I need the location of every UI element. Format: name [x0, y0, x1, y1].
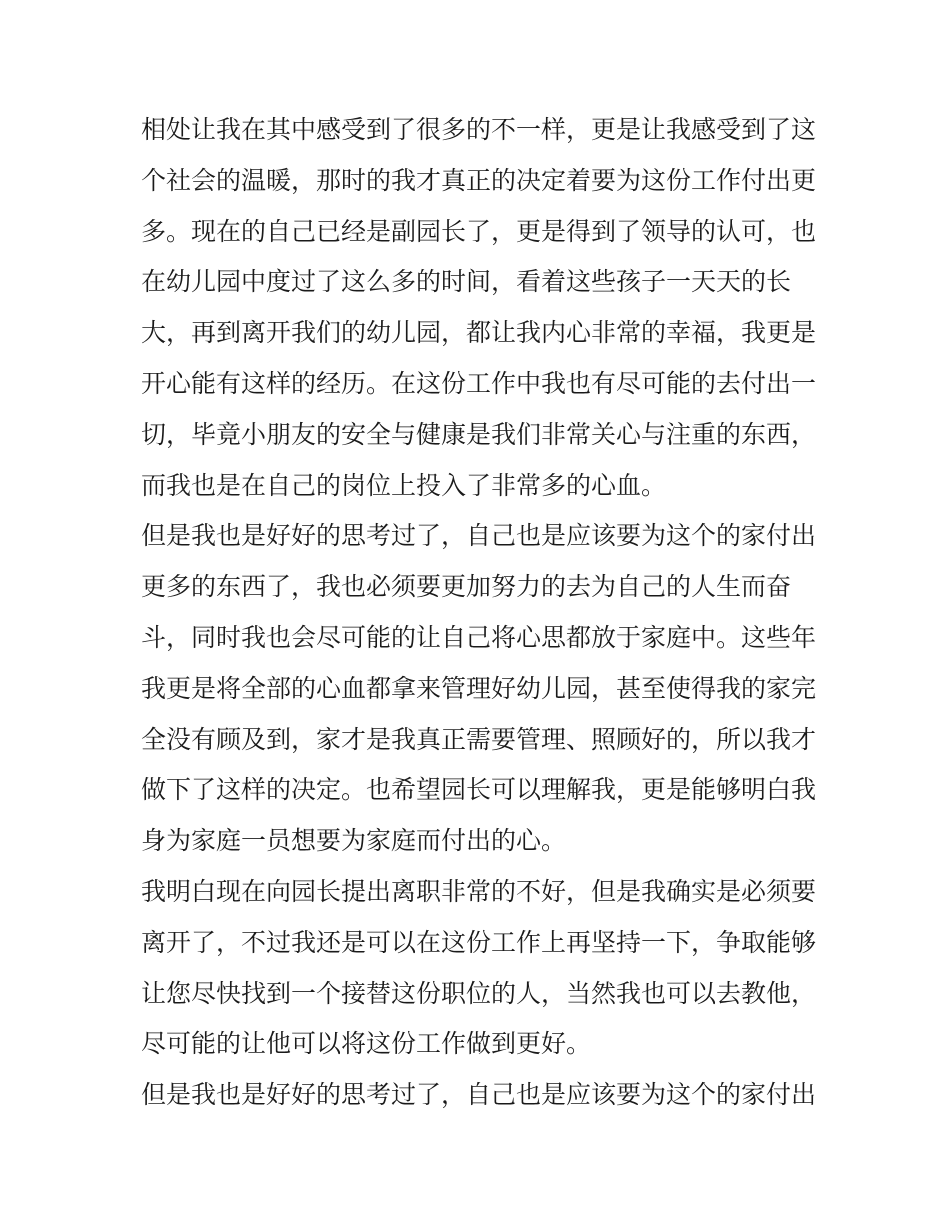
text-line: 全没有顾及到，家才是我真正需要管理、照顾好的，所以我才: [141, 724, 817, 754]
text-line: 我更是将全部的心血都拿来管理好幼儿园，甚至使得我的家完: [141, 673, 817, 703]
text-line: 斗，同时我也会尽可能的让自己将心思都放于家庭中。这些年: [141, 622, 817, 652]
text-line: 相处让我在其中感受到了很多的不一样，更是让我感受到了这: [141, 115, 817, 144]
text-line: 离开了，不过我还是可以在这份工作上再坚持一下，争取能够: [141, 927, 817, 957]
text-line: 但是我也是好好的思考过了，自己也是应该要为这个的家付出: [141, 1080, 817, 1110]
paragraph-3: [141, 867, 821, 1070]
text-line: 开心能有这样的经历。在这份工作中我也有尽可能的去付出一: [141, 368, 817, 398]
text-line: 多。现在的自己已经是副园长了，更是得到了领导的认可，也: [141, 216, 817, 246]
text-line: 在幼儿园中度过了这么多的时间，看着这些孩子一天天的长: [141, 267, 792, 297]
text-line: 做下了这样的决定。也希望园长可以理解我，更是能够明白我: [141, 775, 817, 805]
text-line: 大，再到离开我们的幼儿园，都让我内心非常的幸福，我更是: [141, 318, 817, 348]
text-line: 而我也是在自己的岗位上投入了非常多的心血。: [141, 470, 667, 500]
text-line: 身为家庭一员想要为家庭而付出的心。: [141, 826, 567, 856]
letter-body: [141, 105, 821, 1121]
text-line: 尽可能的让他可以将这份工作做到更好。: [141, 1029, 592, 1059]
paragraph-1: [141, 105, 821, 511]
text-line: 我明白现在向园长提出离职非常的不好，但是我确实是必须要: [141, 876, 817, 906]
paragraph-4: [141, 1070, 821, 1121]
text-line: 但是我也是好好的思考过了，自己也是应该要为这个的家付出: [141, 521, 817, 551]
text-line: 个社会的温暖，那时的我才真正的决定着要为这份工作付出更: [141, 165, 817, 195]
text-line: 让您尽快找到一个接替这份职位的人，当然我也可以去教他，: [141, 978, 817, 1008]
paragraph-2: [141, 511, 821, 867]
text-line: 更多的东西了，我也必须要更加努力的去为自己的人生而奋: [141, 572, 792, 602]
text-line: 切，毕竟小朋友的安全与健康是我们非常关心与注重的东西，: [141, 419, 817, 449]
